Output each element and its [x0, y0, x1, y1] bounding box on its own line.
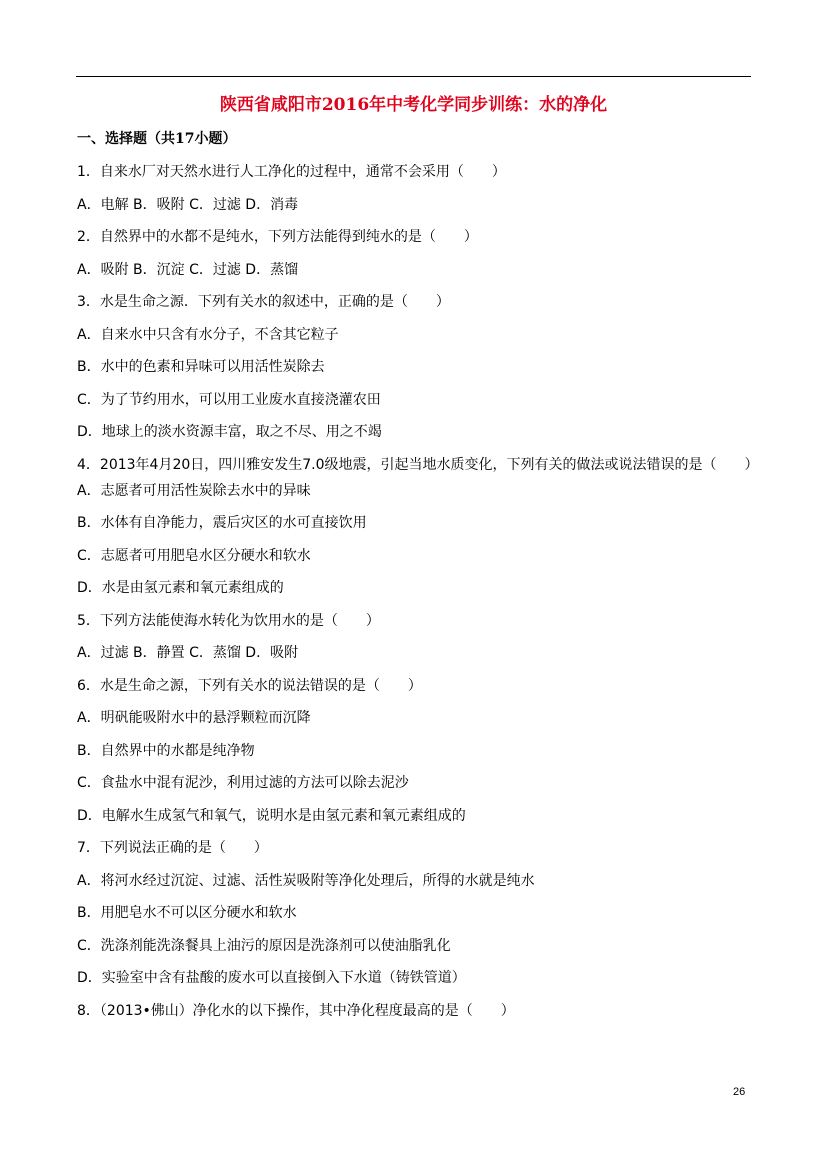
- question-5-options: A．过滤 B．静置 C．蒸馏 D．吸附: [77, 645, 299, 661]
- question-2: 2．自然界中的水都不是纯水，下列方法能得到纯水的是（ ）: [77, 229, 478, 245]
- question-7-option-c: C．洗涤剂能洗涤餐具上油污的原因是洗涤剂可以使油脂乳化: [77, 937, 451, 954]
- question-6-option-c: C．食盐水中混有泥沙，利用过滤的方法可以除去泥沙: [77, 775, 409, 791]
- header-rule: [76, 76, 751, 77]
- question-3-option-c: C．为了节约用水，可以用工业废水直接浇灌农田: [77, 391, 381, 408]
- question-8: 8．（2013•佛山）净化水的以下操作，其中净化程度最高的是（ ）: [77, 1002, 515, 1019]
- question-1-options: A．电解 B．吸附 C．过滤 D．消毒: [77, 196, 299, 213]
- question-7-option-d: D．实验室中含有盐酸的废水可以直接倒入下水道（铸铁管道）: [77, 970, 466, 986]
- question-4-option-a: A．志愿者可用活性炭除去水中的异味: [77, 482, 311, 499]
- question-1: 1．自来水厂对天然水进行人工净化的过程中，通常不会采用（ ）: [77, 164, 506, 180]
- page-number: 26: [733, 1086, 746, 1098]
- question-6: 6．水是生命之源，下列有关水的说法错误的是（ ）: [77, 677, 422, 694]
- question-3-option-a: A．自来水中只含有水分子，不含其它粒子: [77, 326, 339, 343]
- question-7: 7．下列说法正确的是（ ）: [77, 840, 268, 856]
- question-4: 4．2013年4月20日，四川雅安发生7.0级地震，引起当地水质变化，下列有关的做法或说法错误的是（ ）: [77, 456, 759, 473]
- question-5: 5．下列方法能使海水转化为饮用水的是（ ）: [77, 612, 380, 629]
- question-6-option-b: B．自然界中的水都是纯净物: [77, 742, 255, 759]
- question-4-option-c: C．志愿者可用肥皂水区分硬水和软水: [77, 547, 311, 564]
- question-7-option-b: B．用肥皂水不可以区分硬水和软水: [77, 905, 297, 921]
- question-6-option-a: A．明矾能吸附水中的悬浮颗粒而沉降: [77, 710, 311, 726]
- question-4-option-b: B．水体有自净能力，震后灾区的水可直接饮用: [77, 515, 367, 531]
- question-7-option-a: A．将河水经过沉淀、过滤、活性炭吸附等净化处理后，所得的水就是纯水: [77, 872, 535, 889]
- question-6-option-d: D．电解水生成氢气和氧气，说明水是由氢元素和氧元素组成的: [77, 807, 466, 824]
- question-list: [77, 161, 757, 1032]
- question-3: 3．水是生命之源．下列有关水的叙述中，正确的是（ ）: [77, 294, 450, 310]
- question-2-options: A．吸附 B．沉淀 C．过滤 D．蒸馏: [77, 261, 299, 278]
- page-title: 陕西省咸阳市2016年中考化学同步训练：水的净化: [219, 95, 608, 115]
- question-4-option-d: D．水是由氢元素和氧元素组成的: [77, 580, 284, 596]
- question-3-option-d: D．地球上的淡水资源丰富，取之不尽、用之不竭: [77, 424, 382, 440]
- section-heading: 一、选择题（共17小题）: [77, 131, 237, 147]
- question-3-option-b: B．水中的色素和异味可以用活性炭除去: [77, 359, 325, 375]
